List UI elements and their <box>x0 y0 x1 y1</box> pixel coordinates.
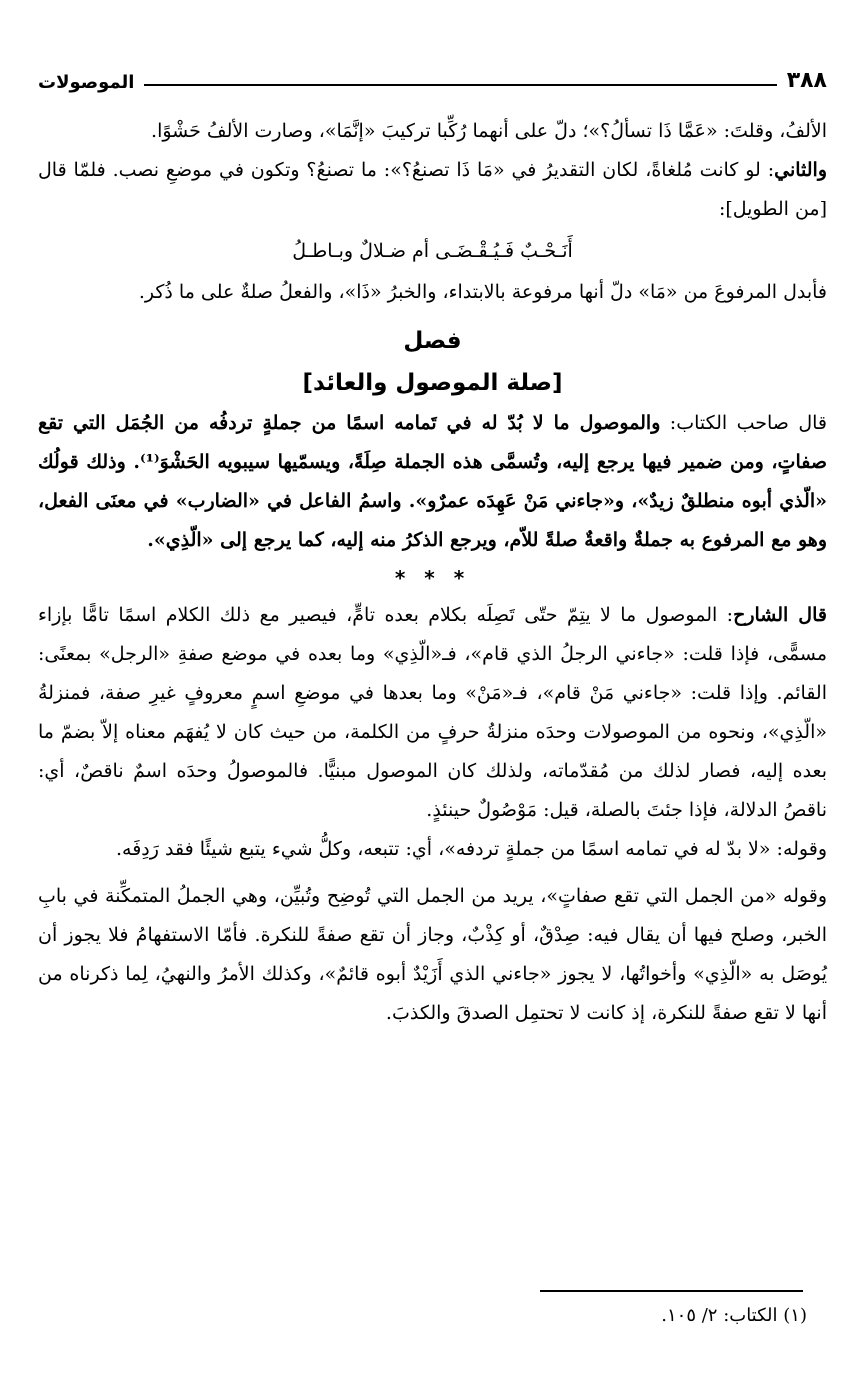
page-number: ٣٨٨ <box>786 68 827 93</box>
paragraph-5-text: : الموصول ما لا يتِمّ حتّى تَصِلَه بكلام بعده تامٍّ، فيصير مع ذلك الكلام اسمًا تامًّا بإزاء مسمًّى، فإذا قلت: «جاءني الرجلُ الذي قام»، فـ«الّذِي» وما بعده في موضع صفةِ «الرجل» بمعنًى: القائم. وإذا قلت: «جاءني مَنْ قام»، فـ«مَنْ» وما بعدها في موضعِ اسمٍ معروفٍ غيرِ صفة، فمنزلةُ «الّذِي»، ونحوه من الموصولات وحدَه منزلةُ حرفٍ من الكلمة، من حيث كان لا يُفهَم معناه إلاّ بضمّ ما بعده إليه، فصار لذلك من مُقدّماته، ولذلك كان الموصول مبنيًّا. فالموصولُ وحدَه اسمٌ ناقصٌ، أي: ناقصُ الدلالة، فإذا جئتَ بالصلة، قيل: مَوْصُولٌ حينئذٍ. <box>38 604 827 821</box>
paragraph-7: وقوله «من الجمل التي تقع صفاتٍ»، يريد من الجمل التي تُوضِح وتُبيِّن، وهي الجملُ المتمكِّنة في بابِ الخبر، وصلح فيها أن يقال فيه: صِدْقٌ، أو كِذْبٌ، وجاز أن تقع صفةً للنكرة. فأمّا الاستفهامُ فلا يجوز أن يُوصَل به «الّذِي» وأخواتُها، لا يجوز «جاءني الذي أَزَيْدٌ أبوه قائمٌ»، وكذلك الأمرُ والنهيُ، لِما ذكرناه من أنها لا تقع صفةً للنكرة، إذ كانت لا تحتمِل الصدقَ والكذبَ. <box>38 885 827 1024</box>
section-subtitle: [صلة الموصول والعائد] <box>302 370 563 396</box>
page-body <box>38 112 827 1033</box>
spacer <box>38 312 827 320</box>
separator-stars: * * * <box>394 566 471 590</box>
page-header <box>38 56 827 92</box>
section-title: فصل <box>403 328 462 354</box>
paragraph-3: فأبدل المرفوعَ من «مَا» دلّ أنها مرفوعة بالابتداء، والخبرُ «ذَا»، والفعلُ صلةٌ على ما ذُكر. <box>138 281 827 303</box>
paragraph-2 <box>38 151 827 229</box>
poetry-verse: أَنَـحْـبٌ فَـيُـقْـضَـى أم ضـلالٌ وبـاطـلُ <box>292 240 573 262</box>
running-title: الموصولات <box>38 72 135 93</box>
header-rule <box>144 84 776 86</box>
second-label: والثاني <box>774 159 827 181</box>
commentator-label: قال الشارح <box>733 604 827 626</box>
author-label: قال صاحب الكتاب: <box>660 412 827 434</box>
paragraph-5 <box>38 596 827 830</box>
author-text: والموصول ما لا بُدّ له في تَمامه اسمًا من جملةٍ تردفُه من الجُمَل التي تقع صفاتٍ، ومن ضمير فيها يرجع إليه، وتُسمَّى هذه الجملة صِلَةً، ويسمّيها سيبويه الحَشْوَ⁽¹⁾. وذلك قولُك «الّذي أبوه منطلقٌ زيدٌ»، و«جاءني مَنْ عَهِدَه عمرٌو». واسمُ الفاعل في «الضارب» في معنَى الفعل، وهو مع المرفوع به جملةٌ واقعةٌ صلةً للاّم، ويرجع الذكرُ منه إليه، كما يرجع إلى «الّذِي». <box>38 412 827 551</box>
paragraph-6: وقوله: «لا بدّ له في تمامه اسمًا من جملةٍ تردفه»، أي: تتبعه، وكلُّ شيء يتبع شيئًا فقد رَدِفَه. <box>116 838 827 860</box>
paragraph-1: الألفُ، وقلتَ: «عَمَّا ذَا تسألُ؟»؛ دلّ على أنهما رُكِّبا تركيبَ «إنَّمَا»، وصارت الألفُ حَشْوًا. <box>151 120 827 142</box>
paragraph-4 <box>38 404 827 560</box>
footnote-rule <box>540 1290 803 1292</box>
paragraph-2-text: : لو كانت مُلغاةً، لكان التقديرُ في «مَا ذَا تصنعُ؟»: ما تصنعُ؟ وتكون في موضعِ نصب. فلمّا قال [من الطويل]: <box>38 159 827 220</box>
spacer <box>38 869 827 877</box>
footnote: (١) الكتاب: ٢/ ١٠٥. <box>661 1305 807 1326</box>
